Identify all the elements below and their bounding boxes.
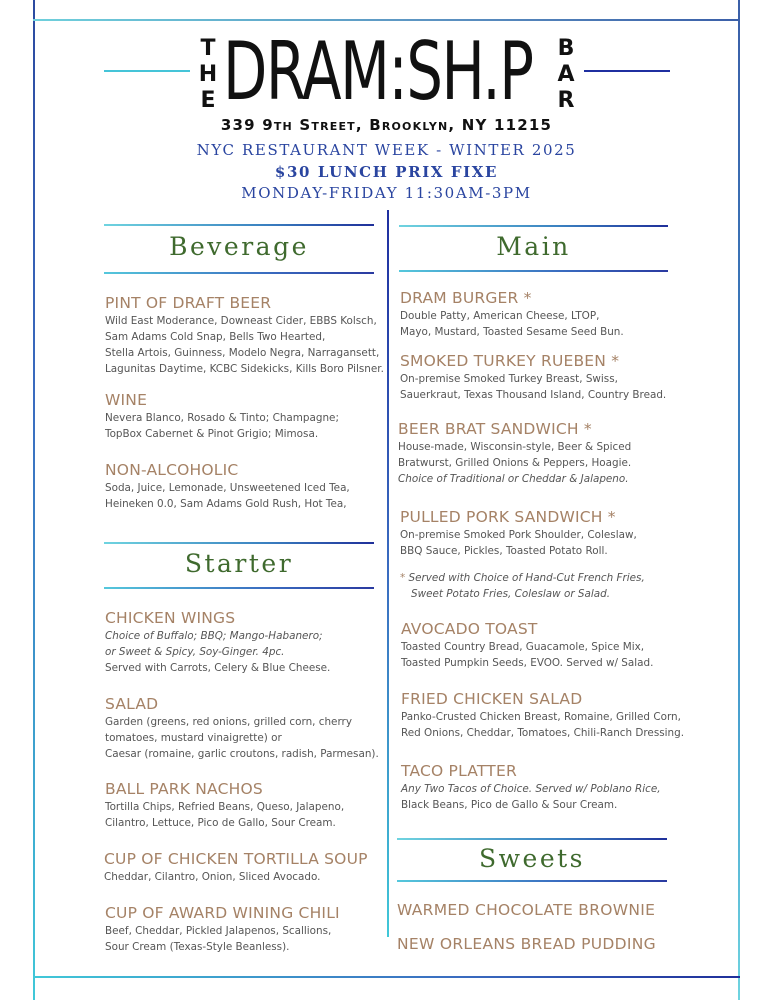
note-line: Sweet Potato Fries, Coleslaw or Salad. [411, 588, 611, 600]
section-rule [397, 838, 667, 840]
menu-item [105, 460, 350, 512]
item-desc: Choice of Buffalo; BBQ; Mango-Habanero; [105, 630, 323, 642]
item-desc: Choice of Traditional or Cheddar & Jalapeno. [398, 473, 629, 485]
menu-item [398, 419, 631, 487]
item-desc: Heineken 0.0, Sam Adams Gold Rush, Hot Tea, [105, 498, 347, 510]
frame-border-bottom [33, 976, 740, 978]
item-desc: Cilantro, Lettuce, Pico de Gallo, Sour Cream. [105, 817, 336, 829]
menu-item [105, 390, 339, 442]
logo-letter: E [200, 88, 216, 113]
item-desc: House-made, Wisconsin-style, Beer & Spiced [398, 441, 632, 453]
sweet-item: WARMED CHOCOLATE BROWNIE [397, 901, 656, 919]
column-divider [387, 210, 389, 937]
price-title: $30 LUNCH PRIX FIXE [274, 163, 499, 181]
section-rule [104, 224, 374, 226]
item-desc: Panko-Crusted Chicken Breast, Romaine, Grilled Corn, [401, 711, 681, 723]
item-desc: BBQ Sauce, Pickles, Toasted Potato Roll. [400, 545, 608, 557]
item-desc: TopBox Cabernet & Pinot Grigio; Mimosa. [105, 428, 319, 440]
item-desc: Double Patty, American Cheese, LTOP, [400, 310, 600, 322]
section-rule [399, 225, 668, 227]
section-title: Sweets [479, 844, 585, 873]
item-name: BALL PARK NACHOS [105, 780, 263, 798]
section-rule [397, 880, 667, 882]
menu-item [105, 293, 384, 377]
item-desc: Tortilla Chips, Refried Beans, Queso, Jalapeno, [105, 801, 345, 813]
item-name: BEER BRAT SANDWICH * [398, 420, 592, 438]
logo-letter: H [198, 62, 218, 87]
item-desc: Toasted Pumpkin Seeds, EVOO. Served w/ Salad. [401, 657, 654, 669]
menu-item [105, 608, 330, 676]
restaurant-logo [193, 25, 579, 118]
item-desc: Soda, Juice, Lemonade, Unsweetened Iced Tea, [105, 482, 350, 494]
item-desc: On-premise Smoked Pork Shoulder, Coleslaw, [400, 529, 637, 541]
item-name: AVOCADO TOAST [401, 620, 538, 638]
item-desc: or Sweet & Spicy, Soy-Ginger. 4pc. [105, 646, 285, 658]
item-name: NON-ALCOHOLIC [105, 461, 239, 479]
logo-rule-right [584, 70, 670, 72]
section-header-starter [104, 542, 374, 589]
menu-item [105, 903, 340, 955]
item-desc: On-premise Smoked Turkey Breast, Swiss, [400, 373, 618, 385]
item-desc: Cheddar, Cilantro, Onion, Sliced Avocado. [104, 871, 321, 883]
item-name: SMOKED TURKEY RUEBEN * [400, 352, 620, 370]
item-desc: Toasted Country Bread, Guacamole, Spice Mix, [401, 641, 645, 653]
frame-border-top [33, 19, 740, 21]
logo-rule-left [104, 70, 190, 72]
logo-letter: T [200, 36, 216, 61]
section-header-main [399, 225, 668, 272]
event-title: NYC RESTAURANT WEEK - WINTER 2025 [196, 141, 577, 159]
asterisk-icon: * [400, 572, 406, 584]
address: 339 9th Street, Brooklyn, NY 11215 [220, 116, 553, 134]
side-note [400, 570, 645, 602]
menu-item [400, 351, 666, 403]
item-name: WINE [105, 391, 148, 409]
item-desc: Black Beans, Pico de Gallo & Sour Cream. [401, 799, 618, 811]
item-desc-text: Any Two Tacos of Choice. Served w/ Poblano Rice, [401, 783, 661, 795]
item-desc: Caesar (romaine, garlic croutons, radish, Parmesan). [105, 748, 379, 760]
item-name: TACO PLATTER [401, 762, 517, 780]
section-rule [104, 272, 374, 274]
item-desc: Bratwurst, Grilled Onions & Peppers, Hoagie. [398, 457, 632, 469]
item-desc: Lagunitas Daytime, KCBC Sidekicks, Kills Boro Pilsner. [105, 363, 384, 375]
item-desc: Nevera Blanco, Rosado & Tinto; Champagne; [105, 412, 339, 424]
item-desc: Stella Artois, Guinness, Modelo Negra, Narragansett, [105, 347, 380, 359]
logo-letter: B [557, 36, 575, 61]
item-desc: Sour Cream (Texas-Style Beanless). [105, 941, 290, 953]
item-name: CHICKEN WINGS [105, 609, 236, 627]
item-desc: Served with Carrots, Celery & Blue Cheese. [105, 662, 331, 674]
item-desc: Sauerkraut, Texas Thousand Island, Country Bread. [400, 389, 667, 401]
item-desc: Mayo, Mustard, Toasted Sesame Seed Bun. [400, 326, 624, 338]
logo-wordmark: DRAM:SH.P [223, 25, 533, 118]
item-name: CUP OF CHICKEN TORTILLA SOUP [104, 850, 368, 868]
item-desc: Sam Adams Cold Snap, Bells Two Hearted, [105, 331, 326, 343]
item-desc [401, 781, 661, 797]
item-desc: tomatoes, mustard vinaigrette) or [105, 732, 282, 744]
menu-item [401, 689, 684, 741]
item-desc: Beef, Cheddar, Pickled Jalapenos, Scallions, [105, 925, 332, 937]
menu-item [105, 779, 344, 831]
section-rule [104, 542, 374, 544]
item-name: PINT OF DRAFT BEER [105, 294, 272, 312]
menu-item [400, 507, 637, 559]
logo-bar [555, 36, 577, 114]
section-title: Starter [184, 549, 294, 578]
logo-letter: R [557, 88, 575, 113]
note-line: Served with Choice of Hand-Cut French Fries, [408, 572, 645, 584]
menu-item [400, 288, 624, 340]
section-header-sweets [397, 838, 667, 882]
section-rule [399, 270, 668, 272]
item-name: SALAD [105, 695, 159, 713]
item-name: FRIED CHICKEN SALAD [401, 690, 583, 708]
menu-item [401, 619, 653, 671]
item-desc: Red Onions, Cheddar, Tomatoes, Chili-Ranch Dressing. [401, 727, 685, 739]
section-title: Beverage [169, 232, 309, 261]
section-header-beverage [104, 224, 374, 274]
section-rule [104, 587, 374, 589]
logo-the [197, 36, 219, 114]
menu-item [401, 761, 661, 813]
hours: MONDAY-FRIDAY 11:30AM-3PM [241, 184, 532, 202]
item-name: CUP OF AWARD WINING CHILI [105, 904, 340, 922]
item-desc: Garden (greens, red onions, grilled corn, cherry [105, 716, 352, 728]
menu-item [105, 694, 379, 762]
item-name: PULLED PORK SANDWICH * [400, 508, 616, 526]
section-title: Main [496, 232, 571, 261]
sweet-item: NEW ORLEANS BREAD PUDDING [397, 935, 656, 953]
menu-item [104, 849, 368, 885]
logo-letter: A [557, 62, 575, 87]
item-name: DRAM BURGER * [400, 289, 532, 307]
item-desc: Wild East Moderance, Downeast Cider, EBBS Kolsch, [105, 315, 377, 327]
